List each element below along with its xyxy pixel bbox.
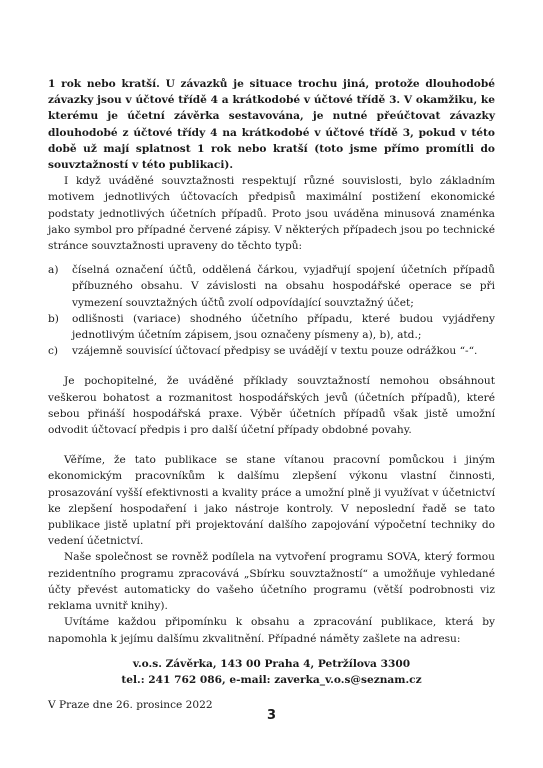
list-item [48,343,495,359]
list-marker: c) [48,345,59,358]
list-item [48,262,495,311]
pripominka-paragraph: Uvítáme každou připomínku k obsahu a zpracování publikace, která by napomohla k jejímu dalšímu zkvalitnění. Případné náměty zašlete na adresu: [48,616,495,645]
priklady-paragraph: Je pochopitelné, že uváděné příklady souvztažností nemohou obsáhnout veškerou bohatost a rozmanitost hospodářských jevů (účetních případů), které sebou přináší hospodářská praxe. Výběr účetních případů však jistě umožní odvodit účtovací předpis i pro další účetní případy obdobné povahy. [48,375,495,437]
intro-paragraph: 1 rok nebo kratší. U závazků je situace trochu jiná, protože dlouhodobé závazky jsou v účtové třídě 4 a krátkodobé v účtové třídě 3. V okamžiku, ke kterému je účetní závěrka sestavována, je nutné přeúčtovat závazky dlouhodobé z účtové třídy 4 na krátkodobé v účtové třídě 3, pokud v této době už mají splatnost 1 rok nebo kratší (toto jsme přímo promítli do souvztažností v této publikaci). [48,78,495,172]
list-item-text: číselná označení účtů, oddělená čárkou, vyjadřují spojení účetních případů příbuzného obsahu. V závislosti na obsahu hospodářské operace se při vymezení souvztažných účtů zvolí odpovídající souvztažný účet; [72,264,495,309]
verime-paragraph: Věříme, že tato publikace se stane vítanou pracovní pomůckou i jiným ekonomickým pracovníkům k dalšímu zlepšení výkonu vlastní činnosti, prosazování vyšší efektivnosti a kvality práce a umožní plně ji využívat v účetnictví ke zlepšení hospodaření i jako nástroje kontroly. V neposlední řadě se tato publikace jistě uplatní při projektování dalšího zapojování výpočetní techniky do vedení účetnictví. [48,454,495,548]
list-marker: a) [48,264,59,277]
spolecnost-paragraph: Naše společnost se rovněž podílela na vytvoření programu SOVA, který formou rezidentního programu zpracovává „Sbírku souvztažností“ a umožňuje vyhledané účty převést automaticky do vašeho účetního programu (větší podrobnosti viz reklama uvnitř knihy). [48,551,495,613]
address-line-1: v.o.s. Závěrka, 143 00 Praha 4, Petržílova 3300 [132,657,411,670]
address-line-2: tel.: 241 762 086, e-mail: zaverka_v.o.s@seznam.cz [121,673,422,686]
types-list [48,262,495,359]
list-marker: b) [48,312,59,325]
list-item-text: odlišnosti (variace) shodného účetního případu, které budou vyjádřeny jednotlivým účetním zápisem, jsou označeny písmeny a), b), atd.; [72,312,495,342]
list-item [48,311,495,343]
list-item-text: vzájemně souvisící účtovací předpisy se uvádějí v textu pouze odrážkou “-“. [72,345,478,358]
souvztaznosti-paragraph: I když uváděné souvztažnosti respektují různé souvislosti, bylo základním motivem jednotlivých účtovacích předpisů maximální postižení ekonomické podstaty jednotlivých účetních případů. Proto jsou uváděna minusová znaménka jako symbol pro případné červené zápisy. V některých případech jsou po technické stránce souvztažnosti upraveny do těchto typů: [48,175,495,253]
page-number: 3 [266,708,277,723]
document-body [48,76,495,713]
date-line: V Praze dne 26. prosince 2022 [48,699,213,712]
